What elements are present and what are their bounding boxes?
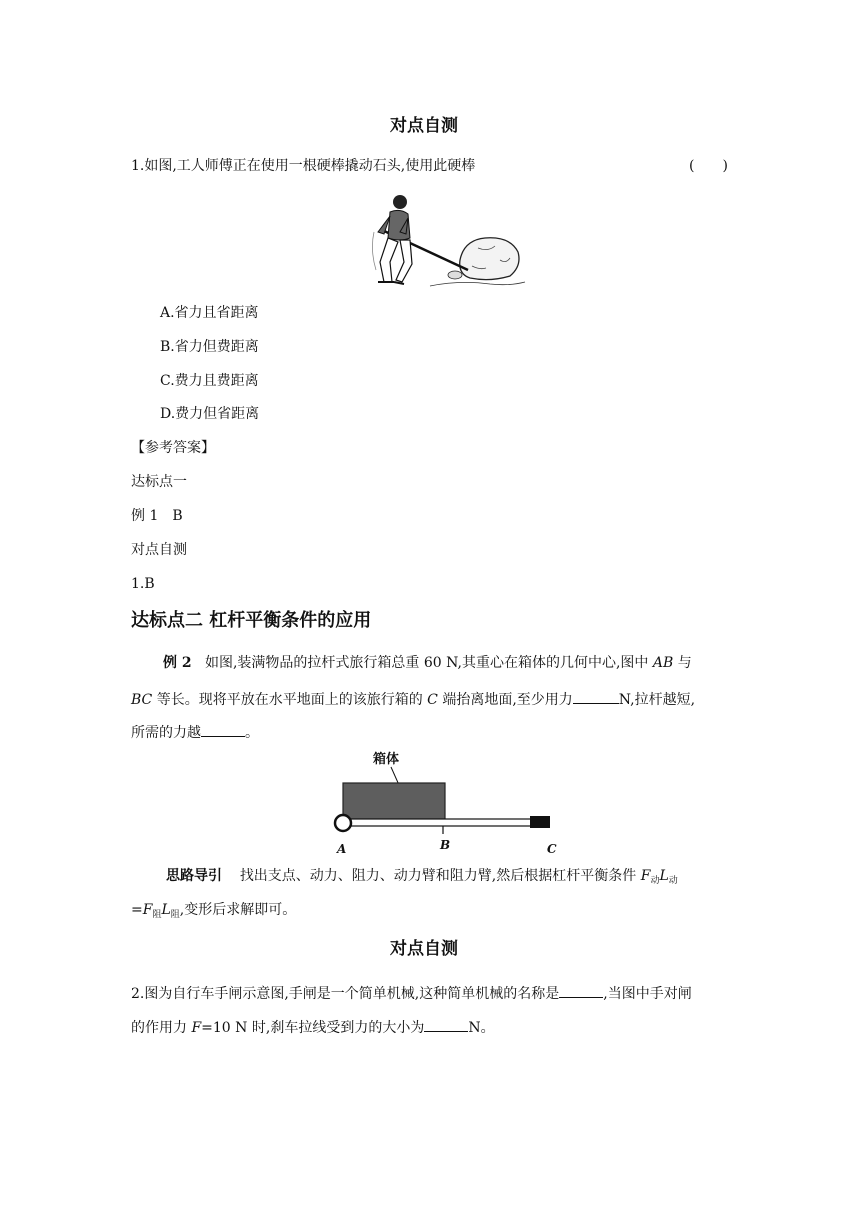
answers-q1: 1.B bbox=[131, 576, 155, 592]
example-2-line-2 bbox=[131, 690, 695, 707]
suitcase-lever-diagram bbox=[325, 745, 565, 860]
worker-lever-illustration bbox=[360, 190, 530, 295]
subscript: 动 bbox=[668, 876, 678, 886]
answers-self-test: 对点自测 bbox=[131, 542, 187, 558]
answer-bracket: ( ) bbox=[689, 158, 728, 174]
point-b-label: B bbox=[440, 838, 451, 852]
point-a-label: A bbox=[337, 842, 347, 856]
option-b: B.省力但费距离 bbox=[160, 339, 259, 355]
var-f: F bbox=[191, 1020, 202, 1036]
section-heading-self-test: 对点自测 bbox=[390, 116, 458, 136]
example-2-line-3 bbox=[131, 723, 259, 740]
question-1-stem: 1.如图,工人师傅正在使用一根硬棒撬动石头,使用此硬棒 bbox=[131, 158, 476, 174]
option-d: D.费力但省距离 bbox=[160, 406, 260, 422]
answer-blank[interactable] bbox=[573, 690, 619, 704]
subscript: 阻 bbox=[152, 910, 162, 920]
section-heading-self-test: 对点自测 bbox=[390, 939, 458, 959]
hint-line-2 bbox=[131, 903, 296, 920]
example-2-line-1 bbox=[163, 656, 692, 670]
question-text: 的作用力 bbox=[131, 1020, 192, 1036]
var-bc: BC bbox=[131, 692, 153, 708]
var-l: L bbox=[659, 868, 669, 884]
example-text: 等长。现将平放在水平地面上的该旅行箱的 bbox=[152, 692, 428, 708]
hint-text: = bbox=[131, 902, 143, 918]
question-text: ,当图中手对闸 bbox=[603, 986, 692, 1002]
box-label: 箱体 bbox=[373, 752, 400, 767]
var-ab: AB bbox=[652, 655, 674, 671]
question-2-line-2 bbox=[131, 1018, 495, 1035]
subscript: 动 bbox=[650, 876, 660, 886]
hint-label: 思路导引 bbox=[166, 868, 222, 884]
answer-blank[interactable] bbox=[424, 1018, 468, 1032]
example-text: 与 bbox=[673, 655, 692, 671]
point-c-label: C bbox=[547, 842, 557, 856]
subscript: 阻 bbox=[170, 910, 180, 920]
var-f: F bbox=[142, 902, 153, 918]
option-c: C.费力且费距离 bbox=[160, 373, 259, 389]
answers-title: 【参考答案】 bbox=[131, 440, 215, 456]
question-2-line-1 bbox=[131, 984, 692, 1001]
hint-line-1 bbox=[166, 869, 678, 886]
answer-blank[interactable] bbox=[559, 984, 603, 998]
var-f: F bbox=[640, 868, 651, 884]
answers-point-1: 达标点一 bbox=[131, 474, 187, 490]
example-text: 所需的力越 bbox=[131, 725, 201, 741]
hint-text: ,变形后求解即可。 bbox=[179, 902, 297, 918]
question-text: 2.图为自行车手闸示意图,手闸是一个简单机械,这种简单机械的名称是 bbox=[131, 986, 560, 1002]
question-text: N。 bbox=[468, 1020, 495, 1036]
example-text: 。 bbox=[245, 725, 259, 741]
answers-example-1: 例 1 B bbox=[131, 508, 183, 524]
hint-text: 找出支点、动力、阻力、动力臂和阻力臂,然后根据杠杆平衡条件 bbox=[239, 868, 641, 884]
var-c: C bbox=[427, 692, 438, 708]
question-text: =10 N 时,刹车拉线受到力的大小为 bbox=[201, 1020, 425, 1036]
example-text: N,拉杆越短, bbox=[618, 692, 696, 708]
option-a: A.省力且省距离 bbox=[160, 305, 259, 321]
section-title: 达标点二 杠杆平衡条件的应用 bbox=[131, 610, 372, 631]
example-text: 端抬离地面,至少用力 bbox=[437, 692, 573, 708]
var-l: L bbox=[161, 902, 171, 918]
example-text: 如图,装满物品的拉杆式旅行箱总重 60 N,其重心在箱体的几何中心,图中 bbox=[204, 655, 653, 671]
example-label: 例 2 bbox=[163, 655, 192, 671]
answer-blank[interactable] bbox=[201, 723, 245, 737]
